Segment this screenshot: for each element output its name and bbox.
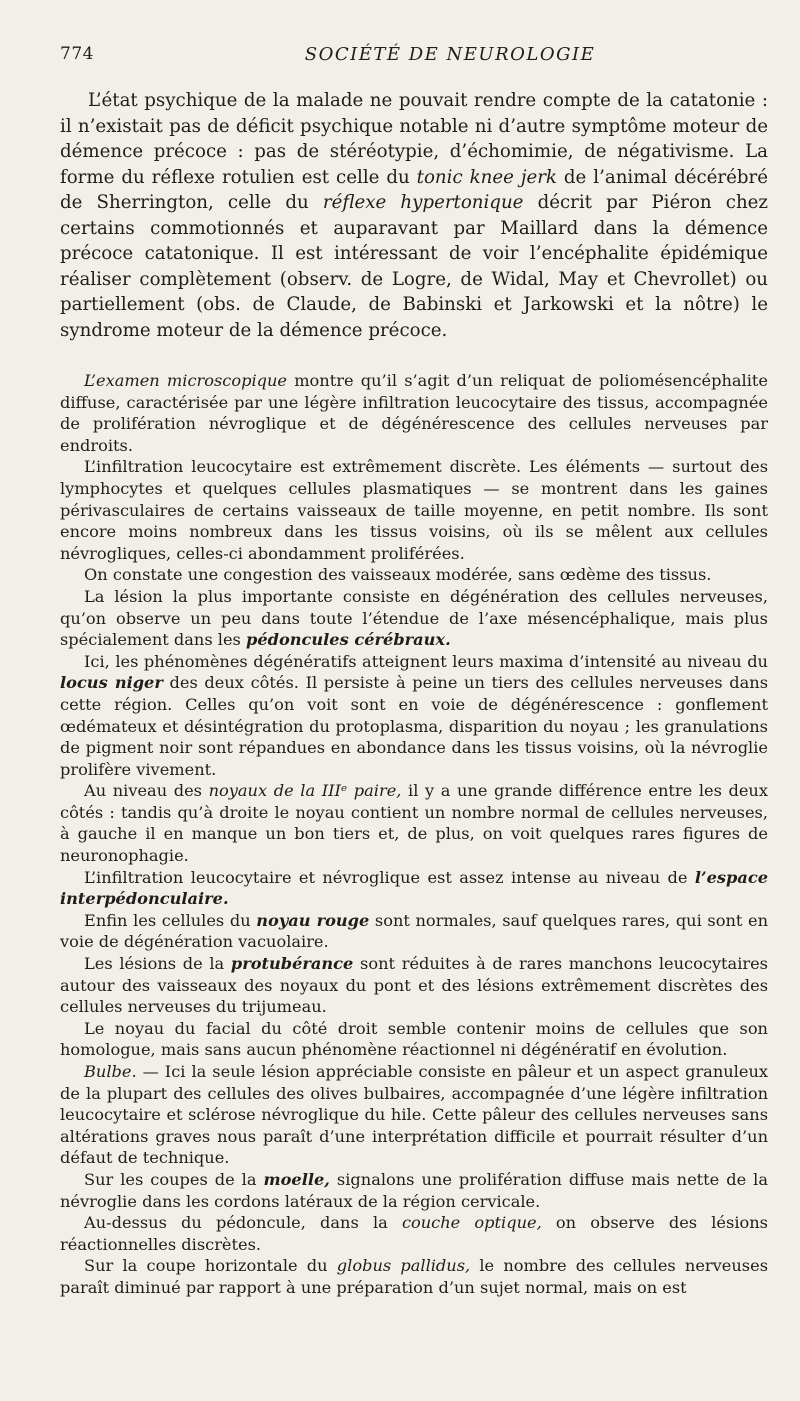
paragraph-microscopic-exam bbox=[60, 370, 768, 456]
text-segment: Au-dessus du pédoncule, dans la bbox=[84, 1213, 402, 1233]
text-segment: Sur la coupe horizontale du bbox=[84, 1256, 337, 1276]
italic-term: couche optique, bbox=[401, 1213, 542, 1233]
text-segment: Les lésions de la bbox=[84, 954, 231, 974]
text-segment: décrit par Piéron chez certains commotionnés et auparavant par Maillard dans la démence précoce catatonique. Il est intéressant de voir l’encéphalite épidémique réaliser complètement (observ. de Logre, de Widal, May et Chevrollet) ou partiellement (obs. de Claude, de Babinski et Jarkowski et la nôtre) le syndrome moteur de la démence précoce. bbox=[60, 192, 769, 341]
paragraph-congestion: On constate une congestion des vaisseaux modérée, sans œdème des tissus. bbox=[84, 565, 712, 585]
italic-term: l’espace interpédonculaire. bbox=[60, 867, 768, 909]
text-segment: des deux côtés. Il persiste à peine un tiers des cellules nerveuses dans cette région. Celles qu’on voit sont en voie de dégénérescence : gonflement œdémateux et désintégration du protoplasma, disparition du noyau ; les granulations de pigment noir sont répandues en abondance dans les tissus voisins, où la névroglie prolifère vivement. bbox=[60, 673, 768, 779]
intro-text-block bbox=[60, 88, 768, 343]
italic-term: moelle, bbox=[263, 1169, 330, 1189]
paragraph-facial-nucleus: Le noyau du facial du côté droit semble contenir moins de cellules que son homologue, mais sans aucun phénomène réactionnel ni dégénératif en évolution. bbox=[60, 1018, 768, 1060]
text-segment: La lésion la plus importante consiste en dégénération des cellules nerveuses, qu’on observe un peu dans toute l’étendue de l’axe mésencéphalique, mais plus spécialement dans les bbox=[60, 586, 768, 650]
text-segment: Au niveau des bbox=[84, 781, 209, 801]
paragraph-red-nucleus bbox=[60, 910, 768, 953]
paragraph-globus-pallidus bbox=[60, 1255, 768, 1298]
paragraph-catatonia bbox=[60, 88, 768, 343]
text-segment: le nombre des cellules nerveuses paraît diminué par rapport à une préparation d’un sujet normal, mais on est bbox=[60, 1256, 768, 1297]
text-segment: sont réduites à de rares manchons leucocytaires autour des vaisseaux des noyaux du pont et des lésions extrêmement discrètes des cellules nerveuses du trijumeau. bbox=[60, 954, 768, 1017]
italic-term: pédoncules cérébraux. bbox=[246, 630, 451, 650]
italic-term: réflexe hypertonique bbox=[322, 192, 524, 213]
paragraph-locus-niger bbox=[60, 651, 768, 781]
paragraph-spinal-cord bbox=[60, 1169, 768, 1212]
italic-term: protubérance bbox=[230, 954, 354, 974]
text-segment: Sur les coupes de la bbox=[84, 1169, 264, 1189]
text-segment: Ici, les phénomènes dégénératifs atteignent leurs maxima d’intensité au niveau du bbox=[84, 651, 768, 671]
paragraph-pons bbox=[60, 953, 768, 1018]
italic-term: noyau rouge bbox=[256, 910, 370, 930]
paragraph-bulb bbox=[60, 1061, 768, 1169]
text-segment: de l’animal décérébré de Sherrington, celle du bbox=[60, 166, 768, 213]
exam-text-block bbox=[60, 370, 768, 1299]
italic-term: L’examen microscopique bbox=[84, 371, 288, 390]
italic-term: locus niger bbox=[60, 673, 163, 693]
paragraph-interpeduncular bbox=[60, 867, 768, 910]
paragraph-leucocyte-infiltration: L’infiltration leucocytaire est extrêmement discrète. Les éléments — surtout des lymphocytes et quelques cellules plasmatiques — se montrent dans les gaines périvasculaires de certains vaisseaux de taille moyenne, en petit nombre. Ils sont encore moins nombreux dans les tissus voisins, où ils se mêlent aux cellules névrogliques, celles-ci abondamment proliférées. bbox=[60, 457, 768, 563]
paragraph-optic-thalamus bbox=[60, 1212, 768, 1255]
text-segment: Enfin les cellules du bbox=[84, 910, 257, 930]
text-segment: — Ici la seule lésion appréciable consiste en pâleur et un aspect granuleux de la plupart des cellules des olives bulbaires, accompagnée d’une légère infiltration leucocytaire et sclérose névroglique du hile. Cette pâleur des cellules nerveuses sans altérations graves nous paraît d’une interprétation difficile et pourrait résulter d’un défaut de technique. bbox=[60, 1062, 768, 1168]
paragraph-third-nerve-nuclei bbox=[60, 780, 768, 866]
running-head: SOCIÉTÉ DE NEUROLOGIE bbox=[304, 44, 596, 65]
text-segment: L’infiltration leucocytaire et névroglique est assez intense au niveau de bbox=[84, 867, 695, 887]
page-number: 774 bbox=[60, 44, 94, 64]
text-segment: L’état psychique de la malade ne pouvait rendre compte de la catatonie : il n’existait pas de déficit psychique notable ni d’autre symptôme moteur de démence précoce : pas de stéréotypie, d’échomimie, de négativisme. La forme du réflexe rotulien est celle du bbox=[60, 90, 768, 188]
italic-term: Bulbe. bbox=[84, 1062, 137, 1081]
text-segment: sont normales, sauf quelques rares, qui sont en voie de dégénération vacuolaire. bbox=[60, 910, 768, 952]
text-segment: on observe des lésions réactionnelles discrètes. bbox=[60, 1213, 768, 1254]
italic-term: globus pallidus, bbox=[336, 1256, 471, 1276]
italic-term: tonic knee jerk bbox=[416, 166, 557, 188]
text-segment: montre qu’il s’agit d’un reliquat de poliomésencéphalite diffuse, caractérisée par une légère infiltration leucocytaire des tissus, accompagnée de prolifération névroglique et de dégénérescence des cellules nerveuses par endroits. bbox=[60, 371, 768, 455]
paragraph-main-lesion bbox=[60, 586, 768, 651]
text-segment: signalons une prolifération diffuse mais nette de la névroglie dans les cordons latéraux de la région cervicale. bbox=[60, 1169, 768, 1211]
page-header bbox=[60, 44, 770, 72]
italic-term: noyaux de la IIIᵉ paire, bbox=[208, 781, 402, 801]
text-segment: il y a une grande différence entre les deux côtés : tandis qu’à droite le noyau contient un nombre normal de cellules nerveuses, à gauche il en manque un bon tiers et, de plus, on voit quelques rares figures de neuronophagie. bbox=[60, 781, 768, 866]
